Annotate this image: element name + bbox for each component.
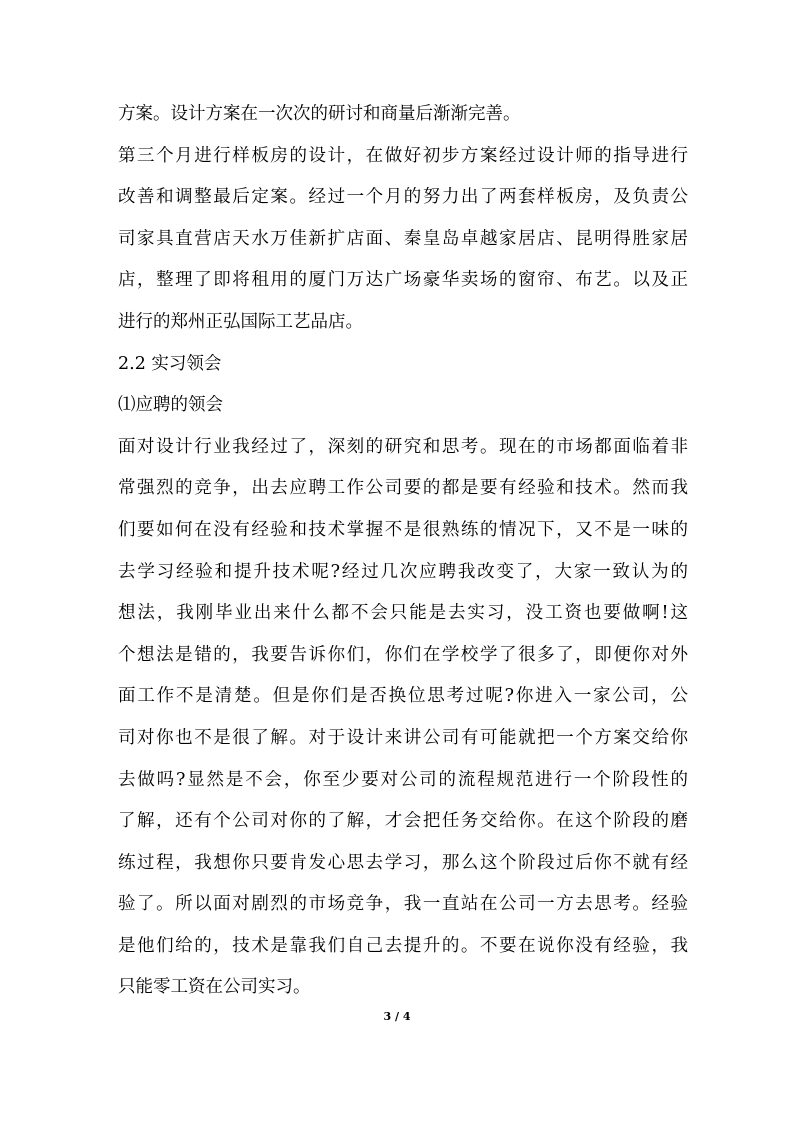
paragraph-line: 司对你也不是很了解。对于设计来讲公司有可能就把一个方案交给你: [118, 727, 688, 748]
paragraph-line: 方案。设计方案在一次次的研讨和商量后渐渐完善。: [118, 104, 521, 124]
paragraph-line: 司家具直营店天水万佳新扩店面、秦皇岛卓越家居店、昆明得胜家居: [118, 228, 688, 249]
paragraph-line: 去做吗?显然是不会，你至少要对公司的流程规范进行一个阶段性的: [118, 769, 688, 790]
paragraph-line: 店，整理了即将租用的厦门万达广场豪华卖场的窗帘、布艺。以及正: [118, 270, 688, 291]
document-body: [118, 94, 688, 1009]
paragraph-line: 进行的郑州正弘国际工艺品店。: [118, 311, 363, 332]
section-heading: 2.2 实习领会: [118, 353, 222, 374]
paragraph-line: 面工作不是清楚。但是你们是否换位思考过呢?你进入一家公司，公: [118, 686, 688, 707]
paragraph-line: 只能零工资在公司实习。: [118, 977, 311, 998]
page-number: 3 / 4: [383, 1010, 411, 1023]
paragraph-line: 个想法是错的，我要告诉你们，你们在学校学了很多了，即便你对外: [118, 644, 688, 665]
subsection-heading: ⑴应聘的领会: [118, 395, 223, 416]
paragraph-line: 第三个月进行样板房的设计，在做好初步方案经过设计师的指导进行: [118, 145, 688, 166]
paragraph-line: 想法，我刚毕业出来什么都不会只能是去实习，没工资也要做啊!这: [118, 603, 688, 624]
paragraph-line: 常强烈的竞争，出去应聘工作公司要的都是要有经验和技术。然而我: [118, 478, 688, 499]
paragraph-line: 验了。所以面对剧烈的市场竞争，我一直站在公司一方去思考。经验: [118, 894, 688, 915]
paragraph-line: 们要如何在没有经验和技术掌握不是很熟练的情况下，又不是一味的: [118, 519, 688, 540]
paragraph-line: 去学习经验和提升技术呢?经过几次应聘我改变了，大家一致认为的: [118, 561, 688, 582]
paragraph-line: 改善和调整最后定案。经过一个月的努力出了两套样板房，及负责公: [118, 187, 688, 208]
paragraph-line: 了解，还有个公司对你的了解，才会把任务交给你。在这个阶段的磨: [118, 811, 688, 832]
paragraph-line: 练过程，我想你只要肯发心思去学习，那么这个阶段过后你不就有经: [118, 852, 688, 873]
paragraph-line: 是他们给的，技术是靠我们自己去提升的。不要在说你没有经验，我: [118, 935, 688, 956]
paragraph-line: 面对设计行业我经过了，深刻的研究和思考。现在的市场都面临着非: [118, 436, 688, 457]
